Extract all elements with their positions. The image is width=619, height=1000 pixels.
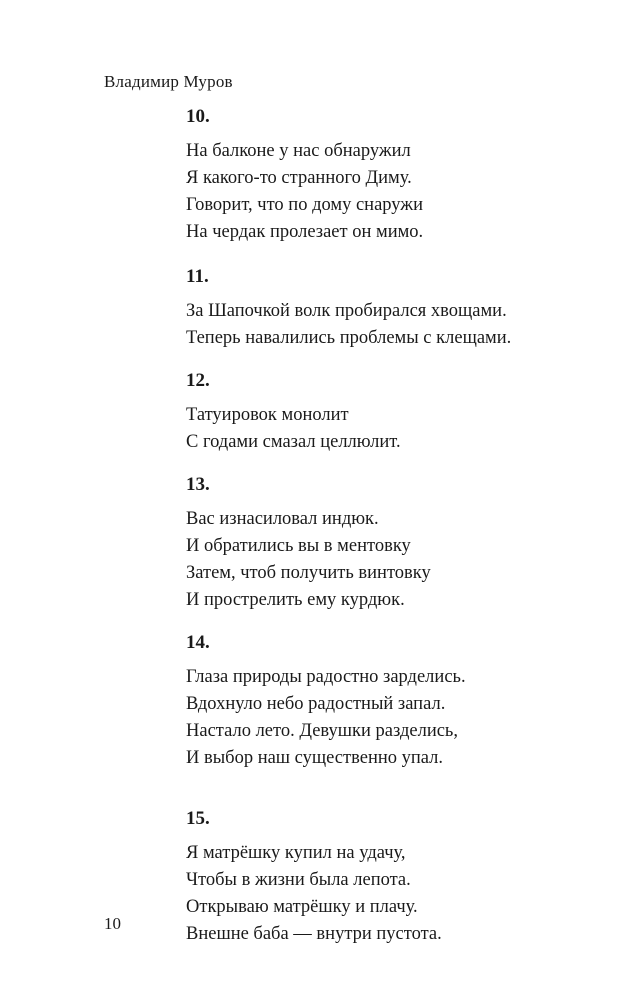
poem-line: Чтобы в жизни была лепота. [186, 870, 411, 890]
poem-line: Настало лето. Девушки разделись, [186, 721, 458, 741]
poem-line: Теперь навалились проблемы с клещами. [186, 328, 512, 348]
poem-line: Глаза природы радостно зарделись. [186, 667, 466, 687]
poem-line: Внешне баба — внутри пустота. [186, 924, 442, 944]
poem-line: И прострелить ему курдюк. [186, 590, 405, 610]
poem-number: 13. [186, 474, 210, 495]
poem-line: На чердак пролезает он мимо. [186, 222, 424, 242]
poem-line: За Шапочкой волк пробирался хвощами. [186, 301, 507, 321]
poem-line: Вдохнуло небо радостный запал. [186, 694, 446, 714]
poems-container [186, 104, 586, 948]
page-number: 10 [104, 914, 121, 933]
poem-line: Я какого-то странного Диму. [186, 168, 412, 188]
poem-line: И обратились вы в ментовку [186, 536, 411, 556]
poem-number: 12. [186, 370, 210, 391]
poem-number: 14. [186, 632, 210, 653]
poem-15 [186, 806, 586, 948]
poem-number: 15. [186, 808, 210, 829]
poem-line: И выбор наш существенно упал. [186, 748, 443, 768]
poem-12 [186, 368, 586, 456]
poem-line: Открываю матрёшку и плачу. [186, 897, 418, 917]
poem-10 [186, 104, 586, 246]
poem-line: Затем, чтоб получить винтовку [186, 563, 431, 583]
poem-14 [186, 630, 586, 772]
poem-number: 10. [186, 106, 210, 127]
poem-13 [186, 472, 586, 614]
running-head-author: Владимир Муров [104, 72, 233, 91]
poem-line: С годами смазал целлюлит. [186, 432, 401, 452]
poem-line: На балконе у нас обнаружил [186, 141, 411, 161]
poem-line: Я матрёшку купил на удачу, [186, 843, 406, 863]
poem-line: Вас изнасиловал индюк. [186, 509, 379, 529]
poem-11 [186, 264, 586, 352]
poem-number: 11. [186, 266, 209, 287]
poem-line: Татуировок монолит [186, 405, 349, 425]
poem-line: Говорит, что по дому снаружи [186, 195, 423, 215]
